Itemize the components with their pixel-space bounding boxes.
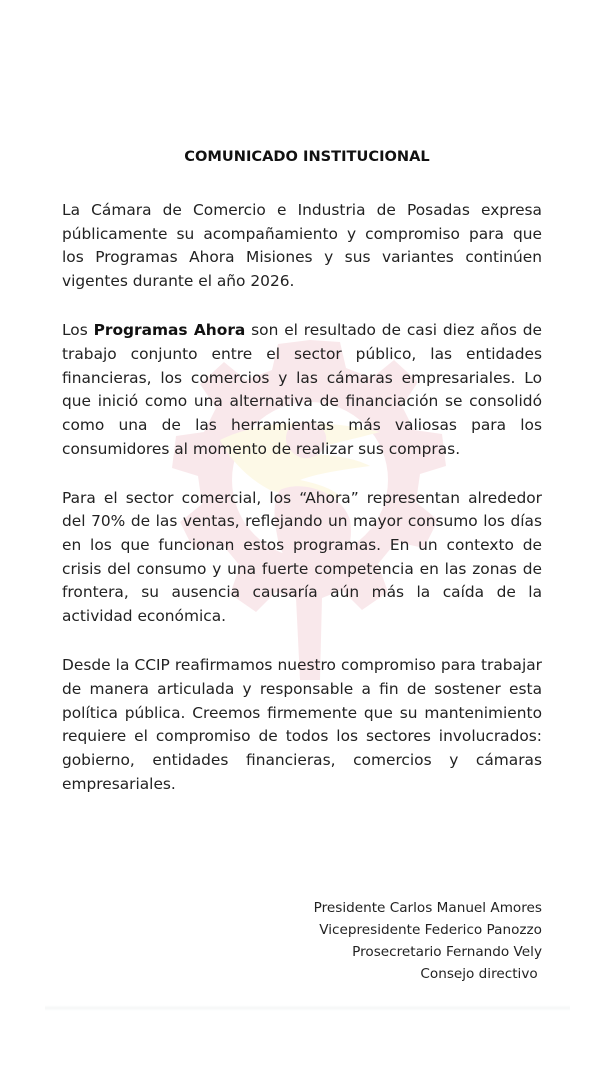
paragraph-1: La Cámara de Comercio e Industria de Posadas expresa públicamente su acompañamiento y compromiso para que los Programas Ahora Misiones y sus variantes continúen vigentes durante el año 2026. <box>62 201 542 291</box>
signature-president: Presidente Carlos Manuel Amores <box>313 900 542 916</box>
document-body <box>62 199 542 822</box>
paragraph-3: Para el sector comercial, los “Ahora” representan alrededor del 70% de las ventas, reflejando un mayor consumo los días en los que funcionan estos programas. En un contexto de crisis del consumo y una fuerte competencia en las zonas de frontera, su ausencia causaría aún más la caída de la actividad económica. <box>62 488 542 626</box>
paragraph-4: Desde la CCIP reafirmamos nuestro compromiso para trabajar de manera articulada y responsable a fin de sostener esta política pública. Creemos firmemente que su mantenimiento requiere el compromiso de todos los sectores involucrados: gobierno, entidades financieras, comercios y cámaras empresariales. <box>62 656 542 793</box>
signature-vicepresident: Vicepresidente Federico Panozzo <box>319 922 542 938</box>
signature-prosecretary: Prosecretario Fernando Vely <box>352 944 542 960</box>
paragraph-2-prefix: Los <box>62 321 94 340</box>
paragraph-2-suffix: son el resultado de casi diez años de trabajo conjunto entre el sector público, las entidades financieras, los comercios y las cámaras empresariales. Lo que inició como una alternativa de financiación se consolidó como una de las herramientas más valiosas para los consumidores al momento de realizar sus compras. <box>62 321 542 458</box>
signature-board: Consejo directivo <box>420 966 542 982</box>
document-title: COMUNICADO INSTITUCIONAL <box>184 148 430 165</box>
signature-block <box>314 897 542 985</box>
scan-line-artifact <box>45 1005 570 1011</box>
paragraph-2-bold: Programas Ahora <box>93 321 246 340</box>
paragraph-2 <box>62 319 542 461</box>
